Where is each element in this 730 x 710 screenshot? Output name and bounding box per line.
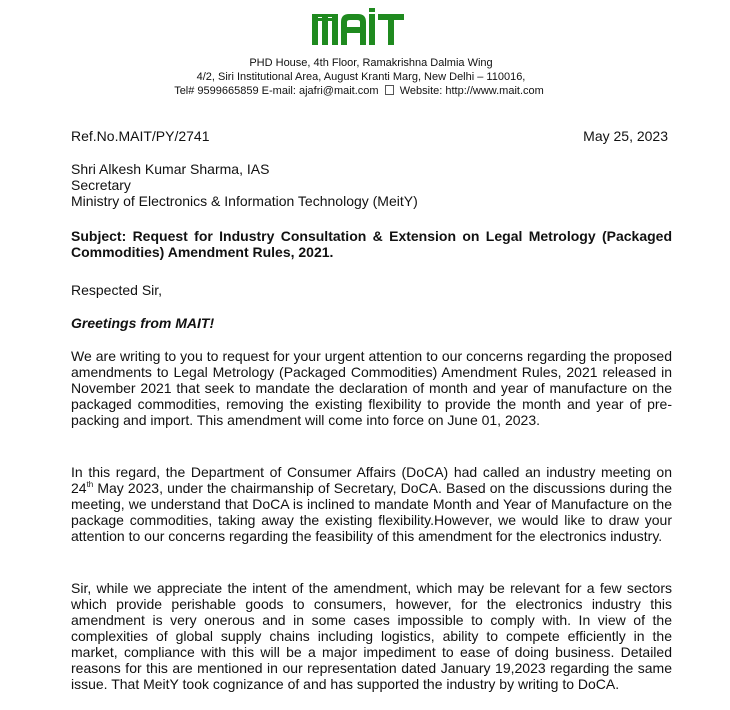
paragraph-3: Sir, while we appreciate the intent of the amendment, which may be relevant for a few sectors which provide perishable goods to consumers, however, for the electronics industry this amendment is very onerous and in some cases impossible to comply with. In view of the complexities of global supply chains including logistics, ability to compete efficiently in the market, compliance with this will be a major impediment to ease of doing business. Detailed reasons for this are mentioned in our representation dated January 19,2023 regarding the same issue. That MeitY took cognizance of and has supported the industry by writing to DoCA. <box>71 580 672 692</box>
letter-date: May 25, 2023 <box>583 128 668 144</box>
addressee-block <box>71 161 418 209</box>
addressee-ministry: Ministry of Electronics & Information Technology (MeitY) <box>71 193 418 209</box>
paragraph-2-rest: May 2023, under the chairmanship of Secretary, DoCA. Based on the discussions during the meeting, we understand that DoCA is inclined to mandate Month and Year of Manufacture on the package commodities, taking away the existing flexibility.However, we would like to draw your attention to our concerns regarding the feasibility of this amendment for the electronics industry. <box>71 480 672 544</box>
paragraph-1: We are writing to you to request for your urgent attention to our concerns regarding the proposed amendments to Legal Metrology (Packaged Commodities) Amendment Rules, 2021 released in November 2021 that seek to mandate the declaration of month and year of manufacture on the packaged commodities, removing the existing flexibility to provide the month and year of pre-packing and import. This amendment will come into force on June 01, 2023. <box>71 348 672 428</box>
addressee-name: Shri Alkesh Kumar Sharma, IAS <box>71 161 270 177</box>
separator-box-icon <box>385 85 394 95</box>
greeting: Greetings from MAIT! <box>71 315 215 331</box>
address-line-2: 4/2, Siri Institutional Area, August Kranti Marg, New Delhi – 110016, <box>196 71 526 83</box>
mait-logo <box>310 8 406 46</box>
address-line-1: PHD House, 4th Floor, Ramakrishna Dalmia Wing <box>249 57 493 69</box>
salutation: Respected Sir, <box>71 282 163 298</box>
ordinal-suffix: th <box>86 480 94 489</box>
paragraph-2-start: In this regard, the Department of Consumer Affairs (DoCA) had called an industry meeting on 24 <box>71 464 672 496</box>
contact-line <box>0 84 724 98</box>
email[interactable]: E-mail: ajafri@mait.com <box>261 85 379 97</box>
subject-line: Subject: Request for Industry Consultation & Extension on Legal Metrology (Packaged Commodities) Amendment Rules, 2021. <box>71 228 672 260</box>
reference-number: Ref.No.MAIT/PY/2741 <box>71 128 210 144</box>
website[interactable]: Website: http://www.mait.com <box>399 85 544 97</box>
telephone: Tel# 9599665859 <box>174 85 259 97</box>
addressee-title: Secretary <box>71 177 131 193</box>
paragraph-2 <box>71 464 672 544</box>
